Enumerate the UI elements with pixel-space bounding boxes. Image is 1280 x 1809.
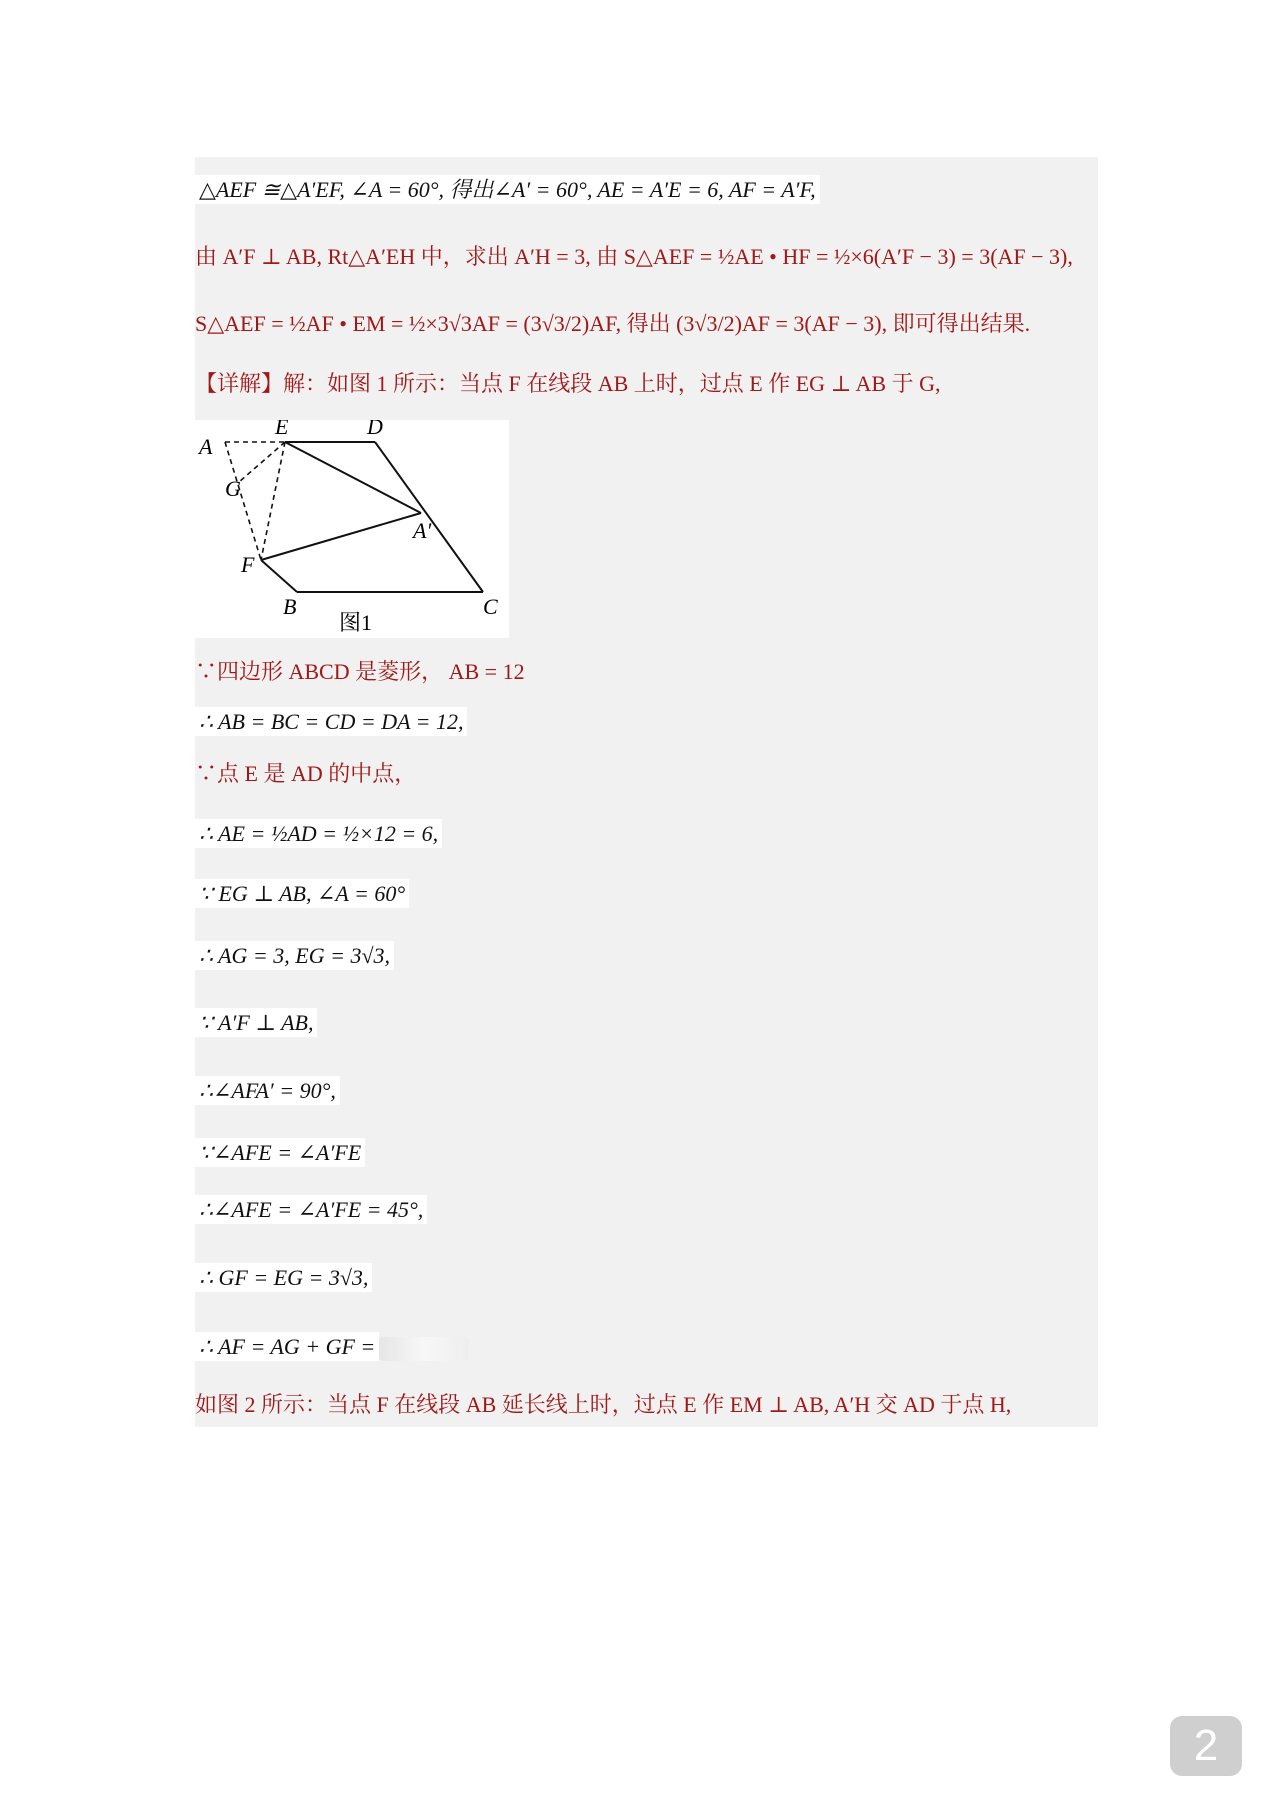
figure-1-svg <box>195 420 509 638</box>
step-2-text: ∴ AB = BC = CD = DA = 12, <box>195 707 467 736</box>
segment-DC <box>375 442 483 592</box>
step-7 <box>195 1003 317 1043</box>
step-5-text: ∵ EG ⊥ AB, ∠A = 60° <box>195 879 409 908</box>
step-5 <box>195 874 409 914</box>
step-4 <box>195 814 442 854</box>
step-10-text: ∴∠AFE = ∠A′FE = 45°, <box>195 1195 427 1224</box>
segment-EG-dashed <box>239 442 285 482</box>
figure-1 <box>195 420 509 638</box>
step-8-text: ∴∠AFA′ = 90°, <box>195 1076 340 1105</box>
page-number: 2 <box>1193 1721 1219 1770</box>
hint-line-2 <box>195 237 1073 277</box>
step-11 <box>195 1258 372 1298</box>
step-1-text: ∵四边形 ABCD 是菱形， AB = 12 <box>195 659 525 684</box>
label-D: D <box>367 420 383 439</box>
step-11-text: ∴ GF = EG = 3√3, <box>195 1263 372 1292</box>
step-6-text: ∴ AG = 3, EG = 3√3, <box>195 941 394 970</box>
step-9 <box>195 1133 365 1173</box>
step-9-text: ∵∠AFE = ∠A′FE <box>195 1138 365 1167</box>
hint-line-1-text: △AEF ≅△A′EF, ∠A = 60°, 得出∠A′ = 60°, AE = A′E = 6, AF = A′F, <box>195 175 820 204</box>
label-E: E <box>275 420 289 439</box>
hint-line-2-text: 由 A′F ⊥ AB, Rt△A′EH 中，求出 A′H = 3, 由 S△AEF = ½AE • HF = ½×6(A′F − 3) = 3(AF − 3), <box>195 244 1073 269</box>
label-G: G <box>225 476 241 501</box>
step-13-text: 如图 2 所示：当点 F 在线段 AB 延长线上时，过点 E 作 EM ⊥ AB, A′H 交 AD 于点 H, <box>195 1392 1012 1417</box>
step-12 <box>195 1327 469 1367</box>
step-12-text: ∴ AF = AG + GF = <box>195 1332 379 1361</box>
label-F: F <box>241 552 255 577</box>
step-4-text: ∴ AE = ½AD = ½×12 = 6, <box>195 819 442 848</box>
label-C: C <box>483 594 498 619</box>
hint-line-1 <box>195 170 820 210</box>
page-number-badge <box>1170 1716 1242 1776</box>
step-1 <box>195 652 525 692</box>
step-3-text: ∵点 E 是 AD 的中点， <box>195 761 417 786</box>
label-B: B <box>283 594 297 619</box>
segment-FA-prime <box>261 513 421 560</box>
step-7-text: ∵ A′F ⊥ AB, <box>195 1008 317 1037</box>
solution-intro-text: 【详解】解：如图 1 所示：当点 F 在线段 AB 上时，过点 E 作 EG ⊥ AB 于 G, <box>195 371 941 396</box>
step-8 <box>195 1071 340 1111</box>
blurred-value <box>379 1337 469 1361</box>
hint-line-3-text: S△AEF = ½AF • EM = ½×3√3AF = (3√3/2)AF, 得出 (3√3/2)AF = 3(AF − 3), 即可得出结果. <box>195 311 1031 336</box>
step-10 <box>195 1190 427 1230</box>
step-3 <box>195 754 416 794</box>
hint-line-3 <box>195 304 1030 344</box>
solution-intro <box>195 364 941 404</box>
segment-AF-dashed <box>225 442 261 560</box>
label-A: A <box>199 434 213 459</box>
step-13 <box>195 1385 1011 1425</box>
step-2 <box>195 702 467 742</box>
step-6 <box>195 936 394 976</box>
figure-caption: 图1 <box>339 610 373 635</box>
label-A-prime: A′ <box>413 518 432 543</box>
segment-BF <box>261 560 297 592</box>
